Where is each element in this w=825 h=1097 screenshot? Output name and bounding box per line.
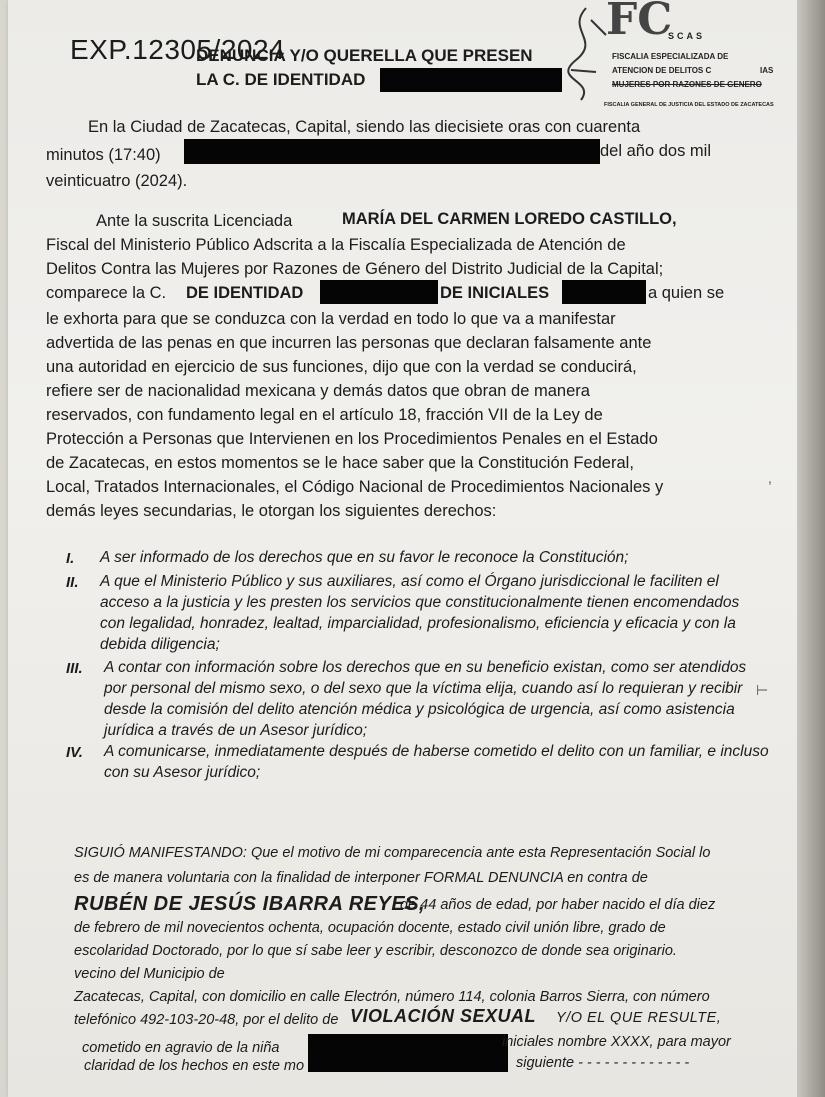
logo-caption-3: MUJERES POR RAZONES DE GENERO: [612, 80, 762, 89]
body-line-6: advertida de las penas en que incurren las personas que declaran falsamente ante: [46, 334, 652, 352]
statement-line-5: escolaridad Doctorado, por lo que sí sabe leer y escribir, desconozco de donde sea originario.: [74, 943, 677, 959]
intro-line-2a: minutos (17:40): [46, 146, 161, 164]
body-line-11: de Zacatecas, en estos momentos se le hace saber que la Constitución Federal,: [46, 454, 634, 472]
redaction-bar: [308, 1034, 508, 1072]
signature-scribble: [556, 0, 616, 115]
body-line-2: Fiscal del Ministerio Público Adscrita a la Fiscalía Especializada de Atención de: [46, 236, 626, 254]
intro-line-2b: del año dos mil: [600, 142, 711, 160]
body-line-7: una autoridad en ejercicio de sus funciones, dijo que con la verdad se conducirá,: [46, 358, 637, 376]
page-edge-shadow: [797, 0, 825, 1097]
fiscalia-logo: FC: [606, 0, 673, 45]
intro-line-1: En la Ciudad de Zacatecas, Capital, siendo las diecisiete oras con cuarenta: [88, 118, 641, 136]
redaction-bar: [184, 139, 600, 164]
accused-name: RUBÉN DE JESÚS IBARRA REYES,: [74, 893, 426, 915]
right-text-line: con legalidad, honradez, lealtad, imparcialidad, profesionalismo, eficiencia y eficacia y con la: [100, 615, 736, 632]
right-text-line: A ser informado de los derechos que en su favor le reconoce la Constitución;: [100, 549, 629, 566]
document-page: [8, 0, 798, 1097]
logo-caption-2b: IAS: [760, 66, 774, 75]
body-line-13: demás leyes secundarias, le otorgan los siguientes derechos:: [46, 502, 497, 520]
right-number: I.: [66, 550, 75, 567]
statement-line-4: de febrero de mil novecientos ochenta, ocupación docente, estado civil unión libre, grado de: [74, 920, 666, 936]
body-line-5: le exhorta para que se conduzca con la verdad en todo lo que va a manifestar: [46, 310, 616, 328]
right-text-line: acceso a la justicia y les presten los servicios que constitucionalmente tienen encomendados: [100, 594, 740, 611]
right-number: IV.: [66, 744, 83, 761]
statement-line-7: Zacatecas, Capital, con domicilio en calle Electrón, número 114, colonia Barros Sierra, con número: [74, 989, 710, 1005]
body-line-4c: DE INICIALES: [440, 284, 550, 302]
body-line-3: Delitos Contra las Mujeres por Razones de Género del Distrito Judicial de la Capital;: [46, 260, 664, 278]
statement-line-6: vecino del Municipio de: [74, 966, 225, 982]
body-line-4a: comparece la C.: [46, 284, 167, 302]
right-number: II.: [66, 574, 79, 591]
statement-line-8a: telefónico 492-103-20-48, por el delito de: [74, 1012, 339, 1028]
statement-line-1: SIGUIÓ MANIFESTANDO: Que el motivo de mi comparecencia ante esta Representación Social lo: [74, 845, 711, 861]
margin-mark: ,: [768, 470, 772, 486]
right-text-line: A que el Ministerio Público y sus auxiliares, así como el Órgano jurisdiccional le faciliten el: [100, 573, 719, 590]
fiscal-name: MARÍA DEL CARMEN LOREDO CASTILLO,: [342, 210, 677, 228]
body-line-9: reservados, con fundamento legal en el artículo 18, fracción VII de la Ley de: [46, 406, 603, 424]
redaction-bar: [562, 280, 646, 304]
body-line-1a: Ante la suscrita Licenciada: [96, 212, 293, 230]
statement-line-8c: Y/O EL QUE RESULTE,: [556, 1010, 722, 1026]
right-text-line: jurídica a través de un Asesor jurídico;: [104, 722, 368, 739]
right-text-line: por personal del mismo sexo, o del sexo que la víctima elija, cuando así lo requieran y recibir: [104, 680, 743, 697]
body-line-4b: DE IDENTIDAD: [186, 284, 304, 302]
statement-line-2: es de manera voluntaria con la finalidad de interponer FORMAL DENUNCIA en contra de: [74, 870, 648, 886]
statement-line-10b: siguiente - - - - - - - - - - - - -: [516, 1055, 690, 1071]
statement-line-9a: cometido en agravio de la niña: [82, 1040, 280, 1056]
statement-line-3b: de 44 años de edad, por haber nacido el día diez: [400, 897, 716, 913]
margin-mark: ⊢: [756, 682, 769, 698]
statement-line-9b: iniciales nombre XXXX, para mayor: [502, 1034, 731, 1050]
body-line-10: Protección a Personas que Intervienen en los Procedimientos Penales en el Estado: [46, 430, 658, 448]
case-number: EXP.12305/2024: [70, 34, 286, 65]
body-line-8: refiere ser de nacionalidad mexicana y demás datos que obran de manera: [46, 382, 590, 400]
right-text-line: con su Asesor jurídico;: [104, 764, 261, 781]
document-title-line1: DENUNCIA Y/O QUERELLA QUE PRESEN: [196, 46, 533, 65]
logo-caption-4: FISCALIA GENERAL DE JUSTICIA DEL ESTADO DE ZACATECAS: [604, 102, 774, 108]
right-text-line: A contar con información sobre los derechos que en su beneficio existan, como ser atendidos: [104, 659, 747, 676]
right-text-line: debida diligencia;: [100, 636, 220, 653]
redaction-bar: [320, 280, 438, 304]
body-line-4d: a quien se: [648, 284, 725, 302]
logo-caption-2: ATENCION DE DELITOS C: [612, 66, 712, 75]
right-text-line: A comunicarse, inmediatamente después de haberse cometido el delito con un familiar, e incluso: [104, 743, 769, 760]
logo-subtext: SCAS: [668, 31, 706, 41]
crime-label: VIOLACIÓN SEXUAL: [350, 1006, 537, 1026]
logo-caption-1: FISCALIA ESPECIALIZADA DE: [612, 52, 729, 61]
right-text-line: desde la comisión del delito atención médica y psicológica de urgencia, así como asistencia: [104, 701, 735, 718]
body-line-12: Local, Tratados Internacionales, el Código Nacional de Procedimientos Nacionales y: [46, 478, 664, 496]
redaction-bar: [380, 68, 562, 92]
statement-line-10a: claridad de los hechos en este mo: [84, 1058, 305, 1074]
right-number: III.: [66, 660, 83, 677]
document-title-line2: LA C. DE IDENTIDAD: [196, 70, 366, 89]
intro-line-3: veinticuatro (2024).: [46, 172, 188, 190]
